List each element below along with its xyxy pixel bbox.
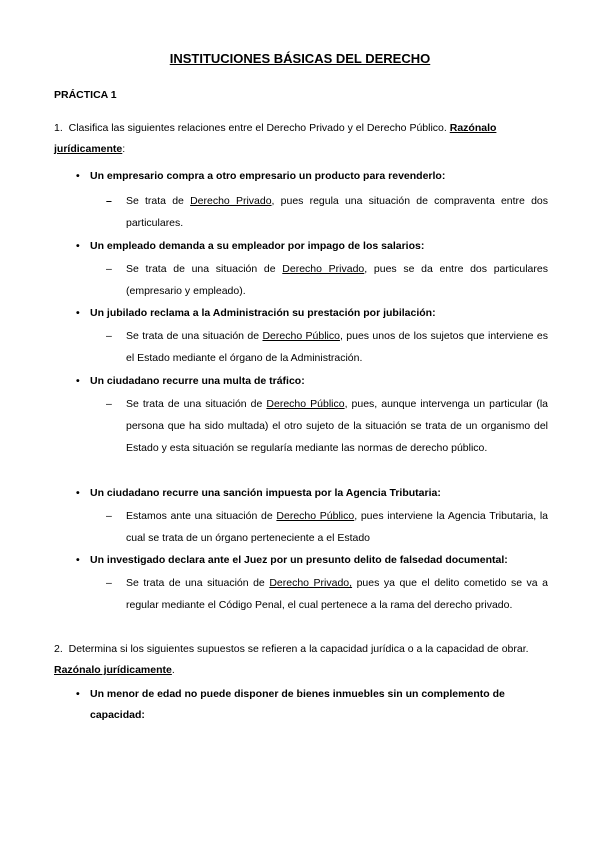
question-1-number: 1.: [54, 122, 63, 134]
case-text: Un ciudadano recurre una sanción impuesta por la Agencia Tributaria:: [90, 487, 441, 499]
bullet-icon: •: [76, 688, 80, 700]
case-text: Un ciudadano recurre una multa de tráfico:: [90, 375, 305, 387]
question-2-number: 2.: [54, 643, 63, 655]
case-text: Un empleado demanda a su empleador por impago de los salarios:: [90, 240, 425, 252]
case-text: Un menor de edad no puede disponer de bienes inmuebles sin un complemento de capacidad:: [90, 688, 505, 721]
question-2-emphasis: Razónalo jurídicamente: [54, 664, 172, 676]
dash-icon: –: [106, 510, 112, 522]
answer-post: , pues se da entre dos particulares (empresario y empleado).: [126, 263, 548, 297]
bullet-icon: •: [76, 307, 80, 319]
bullet-icon: •: [76, 487, 80, 499]
answer-law-branch: Derecho Público: [266, 398, 345, 410]
answer-pre: Se trata de una situación de: [126, 577, 265, 589]
answer-post: pues ya que el delito cometido se va a regular mediante el Código Penal, el cual pertenece a la rama del derecho privado.: [126, 577, 549, 611]
question-2-suffix: .: [171, 664, 175, 676]
answer-post: , pues interviene la Agencia Tributaria, la cual se trata de un órgano perteneciente a el Estado: [126, 510, 549, 544]
bullet-icon: •: [76, 375, 80, 387]
answer-pre: Estamos ante una situación de: [126, 510, 273, 522]
case-text: Un jubilado reclama a la Administración su prestación por jubilación:: [90, 307, 436, 319]
question-1-suffix: :: [122, 143, 126, 155]
dash-icon: –: [106, 263, 112, 275]
document-title: INSTITUCIONES BÁSICAS DEL DERECHO: [169, 51, 431, 66]
answer-post: , pues, aunque intervenga un particular (la persona que ha sido multada) el otro sujeto de la situación se trata de un organismo del Estado y esta situación se regularía mediante las normas de derecho público.: [126, 398, 549, 454]
bullet-icon: •: [76, 240, 80, 252]
practice-heading: PRÁCTICA 1: [54, 89, 117, 101]
answer-pre: Se trata de una situación de: [126, 263, 276, 275]
bullet-icon: •: [76, 170, 80, 182]
case-text: Un empresario compra a otro empresario un producto para revenderlo:: [90, 170, 446, 182]
question-1-emphasis: Razónalo jurídicamente: [54, 122, 497, 155]
answer-law-branch: Derecho Público: [276, 510, 355, 522]
case-text: Un investigado declara ante el Juez por un presunto delito de falsedad documental:: [90, 554, 508, 566]
dash-icon: –: [106, 330, 112, 342]
answer-pre: Se trata de una situación de: [126, 398, 263, 410]
dash-icon: –: [106, 577, 112, 589]
answer-post: , pues unos de los sujetos que interviene es el Estado mediante el órgano de la Administración.: [126, 330, 548, 364]
answer-law-branch: Derecho Privado: [282, 263, 365, 275]
question-2-text: Determina si los siguientes supuestos se refieren a la capacidad jurídica o a la capacidad de obrar.: [68, 643, 529, 655]
question-2: [54, 639, 548, 681]
dash-icon: –: [106, 398, 112, 410]
answer-law-branch: Derecho Privado,: [269, 577, 353, 589]
answer-pre: Se trata de una situación de: [126, 330, 260, 342]
answer-pre: Se trata de: [126, 195, 184, 207]
dash-icon: –: [106, 195, 112, 207]
answer-post: , pues regula una situación de compraventa entre dos particulares.: [126, 195, 548, 229]
bullet-icon: •: [76, 554, 80, 566]
question-1-text: Clasifica las siguientes relaciones entre el Derecho Privado y el Derecho Público.: [68, 122, 447, 134]
answer-law-branch: Derecho Privado: [190, 195, 272, 207]
answer-law-branch: Derecho Público: [262, 330, 340, 342]
question-1: [54, 118, 548, 160]
